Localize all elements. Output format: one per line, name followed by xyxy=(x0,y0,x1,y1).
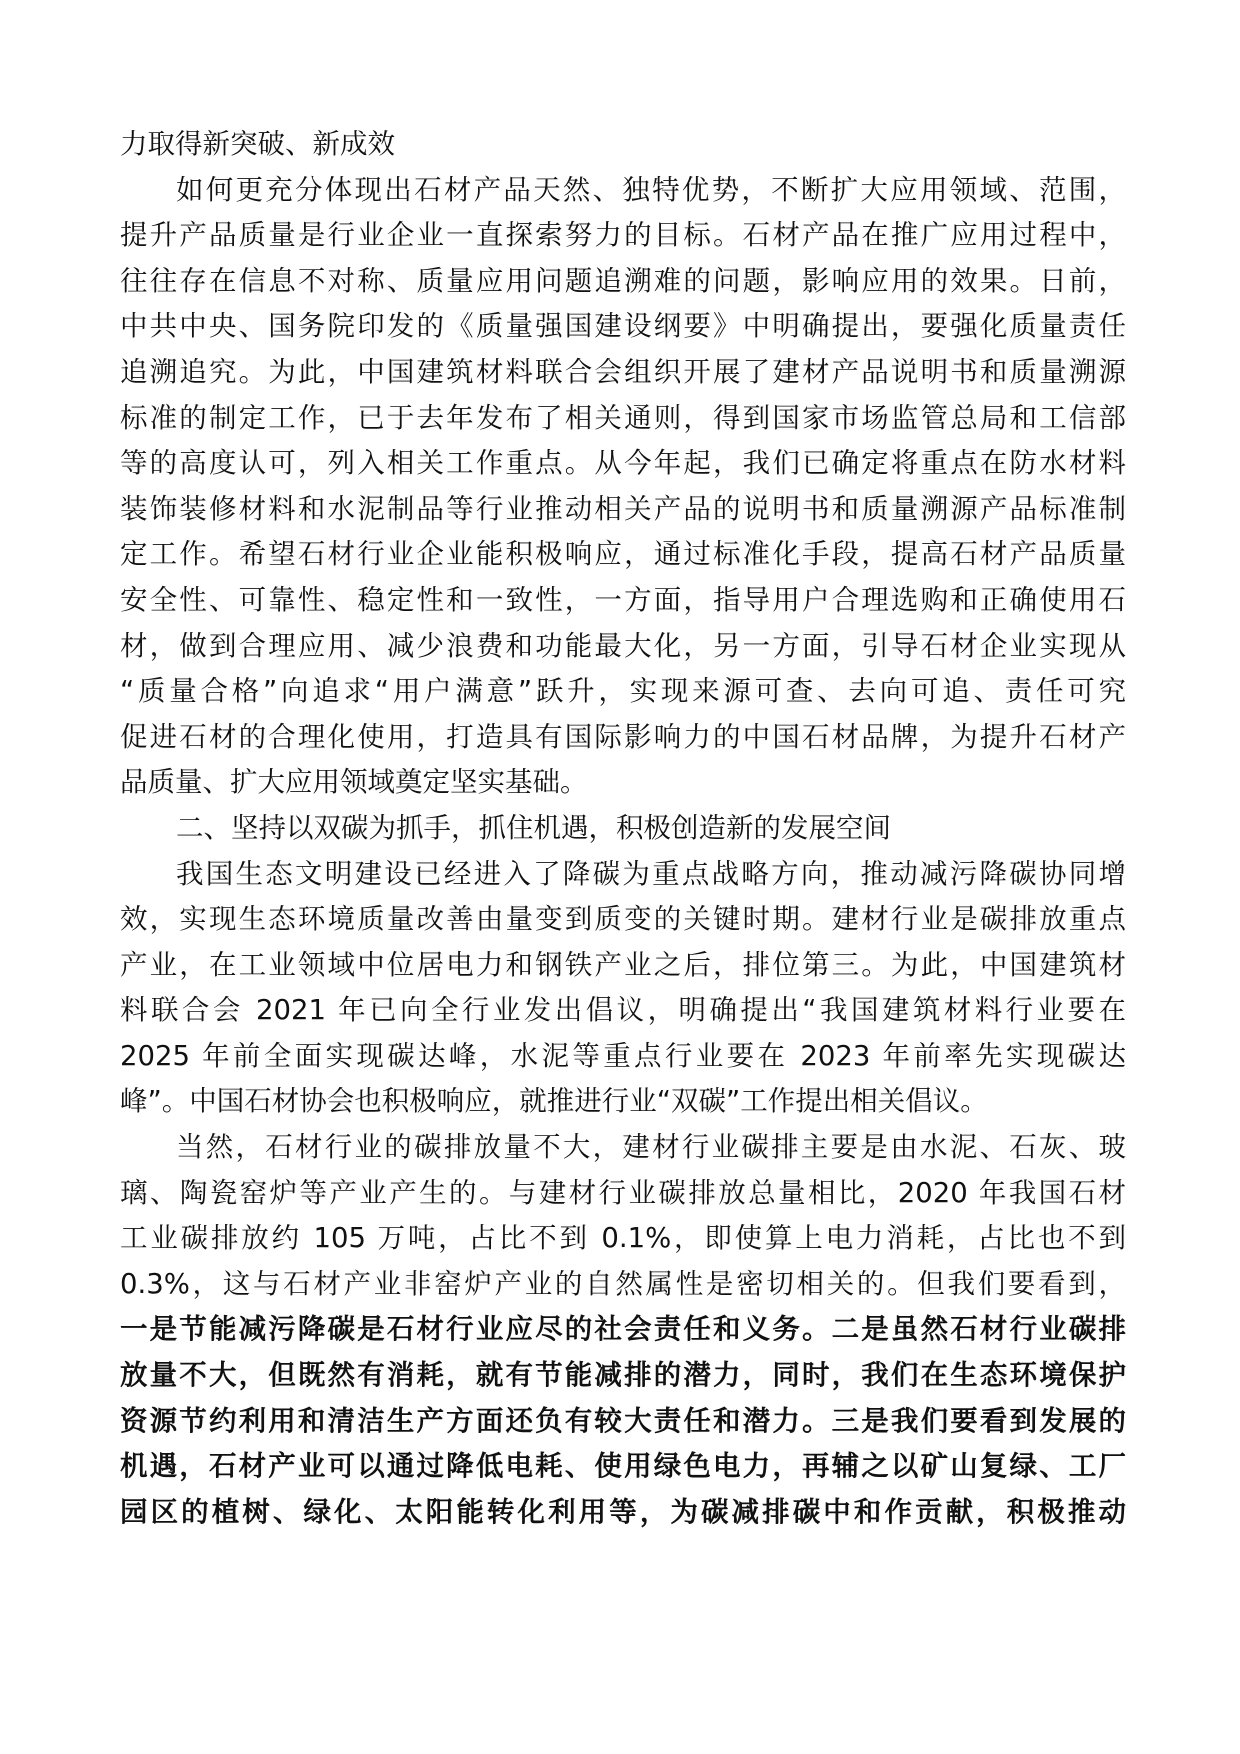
text-line: 0.3%，这与石材产业非窑炉产业的自然属性是密切相关的。但我们要看到， xyxy=(120,1267,1126,1300)
bold-text-line: 资源节约利用和清洁生产方面还负有较大责任和潜力。三是我们要看到发展的 xyxy=(120,1404,1126,1437)
text-line: 往往存在信息不对称、质量应用问题追溯难的问题，影响应用的效果。日前， xyxy=(120,264,1126,297)
text-line: 效，实现生态环境质量改善由量变到质变的关键时期。建材行业是碳排放重点 xyxy=(120,903,1126,936)
text-line: 材，做到合理应用、减少浪费和功能最大化，另一方面，引导石材企业实现从 xyxy=(120,629,1126,662)
text-line: 2025 年前全面实现碳达峰，水泥等重点行业要在 2023 年前率先实现碳达 xyxy=(120,1039,1126,1072)
bold-text-line: 放量不大，但既然有消耗，就有节能减排的潜力，同时，我们在生态环境保护 xyxy=(120,1359,1126,1392)
text-line: 追溯追究。为此，中国建筑材料联合会组织开展了建材产品说明书和质量溯源 xyxy=(120,355,1126,388)
text-line: 产业，在工业领域中位居电力和钢铁产业之后，排位第三。为此，中国建筑材 xyxy=(120,948,1126,981)
bold-text-line: 一是节能减污降碳是石材行业应尽的社会责任和义务。二是虽然石材行业碳排 xyxy=(120,1313,1126,1346)
text-line: “质量合格”向追求“用户满意”跃升，实现来源可查、去向可追、责任可究 xyxy=(120,675,1126,708)
text-line: 等的高度认可，列入相关工作重点。从今年起，我们已确定将重点在防水材料 xyxy=(120,447,1126,480)
text-line: 中共中央、国务院印发的《质量强国建设纲要》中明确提出，要强化质量责任 xyxy=(120,310,1126,343)
text-line: 安全性、可靠性、稳定性和一致性，一方面，指导用户合理选购和正确使用石 xyxy=(120,583,1126,616)
section-heading: 二、坚持以双碳为抓手，抓住机遇，积极创造新的发展空间 xyxy=(176,811,891,844)
text-line: 力取得新突破、新成效 xyxy=(120,128,395,160)
text-line: 促进石材的合理化使用，打造具有国际影响力的中国石材品牌，为提升石材产 xyxy=(120,720,1126,753)
text-line: 定工作。希望石材行业企业能积极响应，通过标准化手段，提高石材产品质量 xyxy=(120,538,1126,571)
text-line: 如何更充分体现出石材产品天然、独特优势，不断扩大应用领域、范围， xyxy=(176,173,1126,206)
bold-text-line: 机遇，石材产业可以通过降低电耗、使用绿色电力，再辅之以矿山复绿、工厂 xyxy=(120,1450,1126,1483)
text-line: 料联合会 2021 年已向全行业发出倡议，明确提出“我国建筑材料行业要在 xyxy=(120,994,1126,1027)
text-line: 璃、陶瓷窑炉等产业产生的。与建材行业碳排放总量相比，2020 年我国石材 xyxy=(120,1176,1126,1209)
text-line: 标准的制定工作，已于去年发布了相关通则，得到国家市场监管总局和工信部 xyxy=(120,401,1126,434)
text-line: 我国生态文明建设已经进入了降碳为重点战略方向，推动减污降碳协同增 xyxy=(176,857,1126,890)
text-line: 峰”。中国石材协会也积极响应，就推进行业“双碳”工作提出相关倡议。 xyxy=(120,1085,988,1118)
text-line: 品质量、扩大应用领域奠定坚实基础。 xyxy=(120,766,588,799)
text-line: 当然，石材行业的碳排放量不大，建材行业碳排主要是由水泥、石灰、玻 xyxy=(176,1131,1126,1164)
document-body xyxy=(120,122,1126,1535)
text-line: 工业碳排放约 105 万吨，占比不到 0.1%，即使算上电力消耗，占比也不到 xyxy=(120,1222,1126,1255)
text-line: 装饰装修材料和水泥制品等行业推动相关产品的说明书和质量溯源产品标准制 xyxy=(120,492,1126,525)
bold-text-line: 园区的植树、绿化、太阳能转化利用等，为碳减排碳中和作贡献，积极推动 xyxy=(120,1495,1126,1528)
text-line: 提升产品质量是行业企业一直探索努力的目标。石材产品在推广应用过程中， xyxy=(120,219,1126,252)
